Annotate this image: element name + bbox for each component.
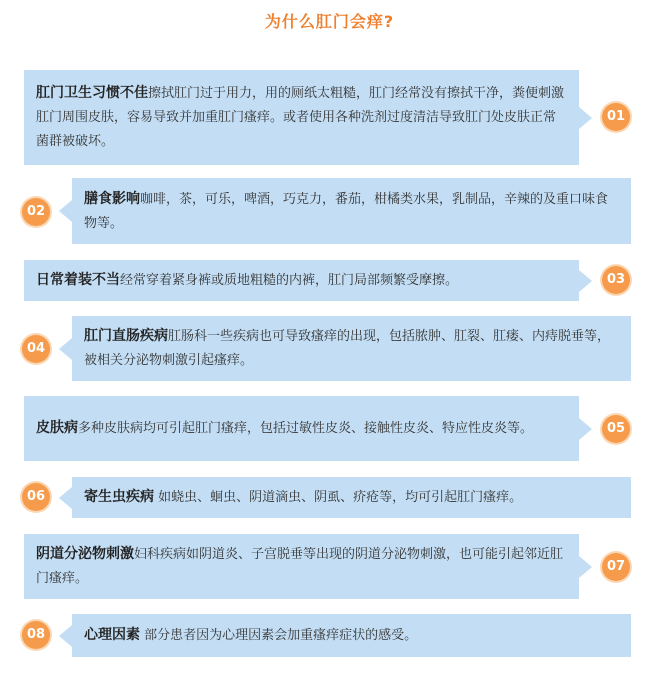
cause-card-vaginal-discharge (24, 534, 579, 599)
cause-heading: 阴道分泌物刺激 (36, 546, 134, 562)
number-badge-05: 05 (602, 415, 630, 443)
cause-text: 肛肠科一些疾病也可导致瘙痒的出现，包括脓肿、肛裂、肛瘘、内痔脱垂等，被相关分泌物刺激引起瘙痒。 (84, 329, 611, 368)
cause-card-anorectal (72, 316, 631, 381)
cause-text: 妇科疾病如阴道炎、子宫脱垂等出现的阴道分泌物刺激，也可能引起邻近肛门瘙痒。 (36, 547, 564, 586)
cause-text: 多种皮肤病均可引起肛门瘙痒，包括过敏性皮炎、接触性皮炎、特应性皮炎等。 (78, 421, 534, 436)
number-badge-04: 04 (22, 335, 50, 363)
cause-text: 部分患者因为心理因素会加重瘙痒症状的感受。 (140, 628, 418, 643)
cause-card-psychological (72, 614, 631, 657)
number-badge-08: 08 (22, 621, 50, 649)
page-title: 为什么肛门会痒? (264, 12, 395, 31)
number-badge-06: 06 (22, 483, 50, 511)
cause-card-clothing (24, 260, 579, 301)
cause-card-skin-disease (24, 396, 579, 461)
cause-card-parasites (72, 477, 631, 518)
cause-heading: 日常着装不当 (36, 272, 120, 288)
number-badge-02: 02 (22, 198, 50, 226)
cause-text: 咖啡，茶，可乐，啤酒，巧克力，番茄，柑橘类水果，乳制品，辛辣的及重口味食物等。 (84, 191, 609, 231)
cause-heading: 膳食影响 (84, 190, 140, 207)
cause-text: 如蛲虫、蛔虫、阴道滴虫、阴虱、疥疮等，均可引起肛门瘙痒。 (154, 490, 523, 505)
cause-text: 经常穿着紧身裤或质地粗糙的内裤，肛门局部频繁受摩擦。 (120, 273, 459, 288)
cause-heading: 肛门直肠疾病 (84, 328, 168, 344)
cause-card-hygiene (24, 70, 579, 165)
number-badge-07: 07 (602, 553, 630, 581)
cause-card-diet (72, 178, 631, 244)
number-badge-03: 03 (602, 266, 630, 294)
cause-heading: 肛门卫生习惯不佳 (36, 85, 148, 101)
cause-heading: 寄生虫疾病 (84, 489, 154, 505)
cause-heading: 皮肤病 (36, 420, 78, 436)
cause-heading: 心理因素 (84, 627, 140, 643)
number-badge-01: 01 (602, 103, 630, 131)
cause-text: 擦拭肛门过于用力，用的厕纸太粗糙，肛门经常没有擦拭干净，粪便刺激肛门周围皮肤，容易导致并加重肛门瘙痒。或者使用各种洗剂过度清洁导致肛门处皮肤正常菌群被破坏。 (36, 86, 565, 149)
